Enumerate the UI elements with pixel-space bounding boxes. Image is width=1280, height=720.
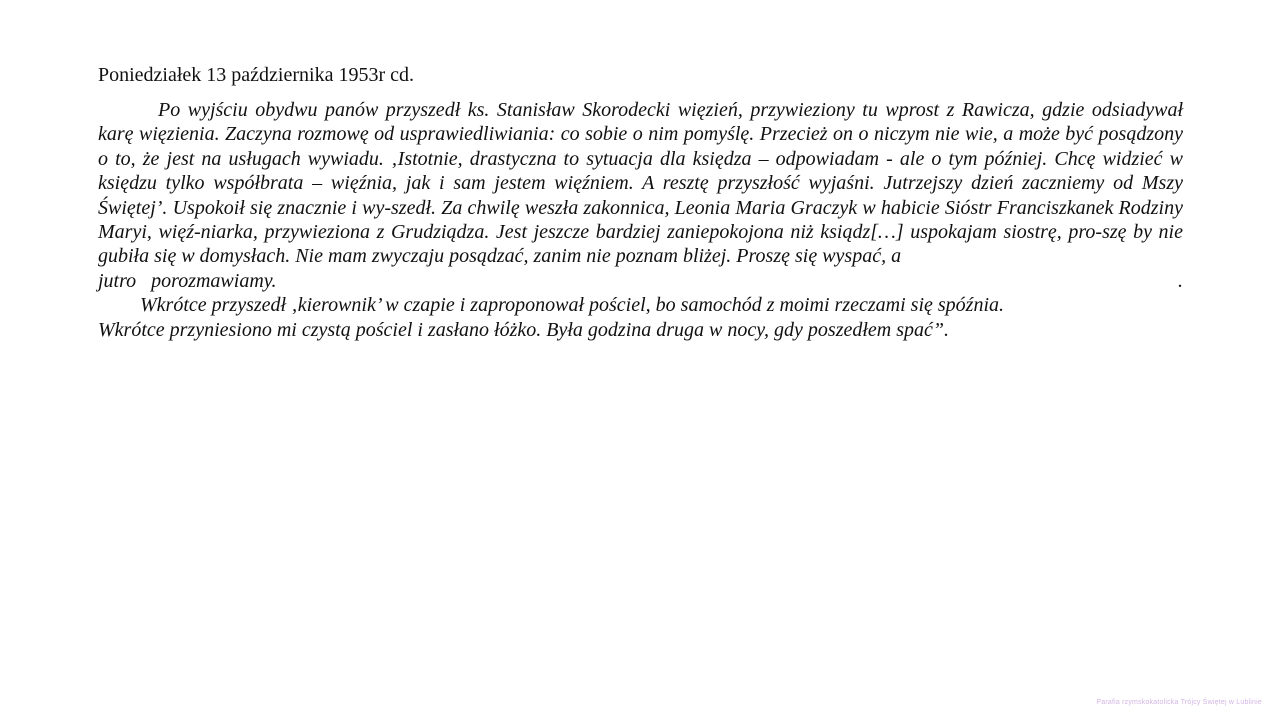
paragraph-1-last-line xyxy=(98,269,1183,293)
paragraph-1 xyxy=(98,98,1183,269)
paragraph-1-trailing-dot: . xyxy=(1178,269,1183,292)
document-text-block xyxy=(98,62,1183,342)
paragraph-2-tail-text: Wkrótce przyniesiono mi czystą pościel i zasłano łóżko. Była godzina druga w nocy, gdy poszedłem spać”. xyxy=(98,318,950,341)
paragraph-2-text: Wkrótce przyszedł ‚kierownik’ w czapie i zaproponował pościel, bo samochód z moimi rzeczami się spóźnia. xyxy=(140,294,1004,317)
document-body xyxy=(98,98,1183,342)
paragraph-2-tail xyxy=(98,318,1183,342)
paragraph-1-text: Po wyjściu obydwu panów przyszedł ks. Stanisław Skorodecki więzień, przywieziony tu wprost z Rawicza, gdzie odsiadywał karę więzienia. Zaczyna rozmowę od usprawiedliwiania: co sobie o nim pomyślę. Przecież on o niczym nie wie, a może być posądzony o to, że jest na usługach wywiadu. ‚Istotnie, drastyczna to sytuacja dla księdza – odpowiadam - ale o tym później. Chcę widzieć w księdzu tylko współbrata – więźnia, jak i sam jestem więźniem. A resztę przyszłość wyjaśni. Jutrzejszy dzień zaczniemy od Mszy Świętej’. Uspokoił się znacznie i wy-szedł. Za chwilę weszła zakonnica, Leonia Maria Graczyk w habicie Sióstr Franciszkanek Rodziny Maryi, więź-niarka, przywieziona z Grudziądza. Jest jeszcze bardziej zaniepokojona niż ksiądz[…] uspokajam siostrę, pro-szę by nie gubiła się w domysłach. Nie mam zwyczaju posądzać, zanim nie poznam bliżej. Proszę się wyspać, a xyxy=(98,99,1183,268)
paragraph-2 xyxy=(98,293,1183,317)
document-heading: Poniedziałek 13 października 1953r cd. xyxy=(98,64,414,86)
footer-watermark: Parafia rzymskokatolicka Trójcy Świętej w Lublinie xyxy=(1096,699,1262,706)
paragraph-1-last-line-text: jutro porozmawiamy. xyxy=(98,269,277,292)
